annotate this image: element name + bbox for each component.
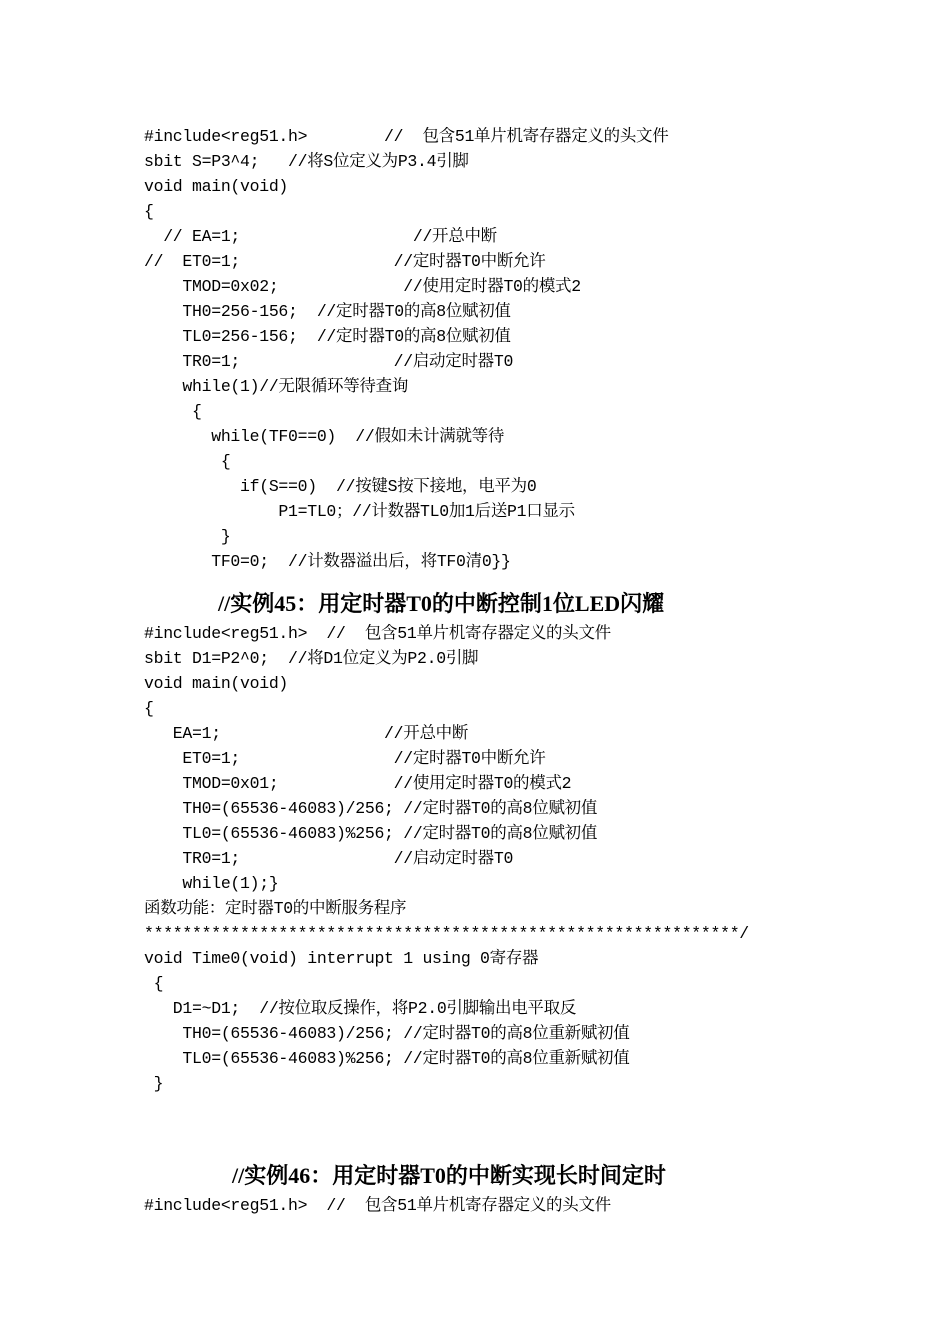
code-line: ET0=1; //定时器T0中断允许 xyxy=(144,749,546,768)
code-line: void Time0(void) interrupt 1 using 0寄存器 xyxy=(144,949,539,968)
code-line: TL0=(65536-46083)%256; //定时器T0的高8位重新赋初值 xyxy=(144,1049,630,1068)
section-heading: //实例46：用定时器T0的中断实现长时间定时 xyxy=(232,1163,666,1188)
code-line: // EA=1; //开总中断 xyxy=(144,227,497,246)
code-line: D1=~D1; //按位取反操作，将P2.0引脚输出电平取反 xyxy=(144,999,577,1018)
code-line: #include<reg51.h> // 包含51单片机寄存器定义的头文件 xyxy=(144,624,611,643)
code-line: { xyxy=(144,699,154,718)
code-line: } xyxy=(144,1074,164,1093)
code-line: TL0=(65536-46083)%256; //定时器T0的高8位赋初值 xyxy=(144,824,598,843)
code-line: TMOD=0x02; //使用定时器T0的模式2 xyxy=(144,277,581,296)
code-line: void main(void) xyxy=(144,674,289,693)
code-line: sbit S=P3^4; //将S位定义为P3.4引脚 xyxy=(144,152,469,171)
code-line: TR0=1; //启动定时器T0 xyxy=(144,352,514,371)
code-line: TH0=(65536-46083)/256; //定时器T0的高8位赋初值 xyxy=(144,799,598,818)
code-line: TH0=(65536-46083)/256; //定时器T0的高8位重新赋初值 xyxy=(144,1024,630,1043)
code-line: TMOD=0x01; //使用定时器T0的模式2 xyxy=(144,774,572,793)
section-heading: //实例45：用定时器T0的中断控制1位LED闪耀 xyxy=(218,591,665,616)
code-line: while(1);} xyxy=(144,874,279,893)
code-line: #include<reg51.h> // 包含51单片机寄存器定义的头文件 xyxy=(144,1196,611,1215)
code-line: // ET0=1; //定时器T0中断允许 xyxy=(144,252,546,271)
code-line: P1=TL0；//计数器TL0加1后送P1口显示 xyxy=(144,502,575,521)
code-line: EA=1; //开总中断 xyxy=(144,724,469,743)
code-line: TL0=256-156; //定时器T0的高8位赋初值 xyxy=(144,327,511,346)
code-line: 函数功能：定时器T0的中断服务程序 xyxy=(144,899,407,918)
code-line: TR0=1; //启动定时器T0 xyxy=(144,849,514,868)
code-line: while(1)//无限循环等待查询 xyxy=(144,377,409,396)
code-line: if(S==0) //按键S按下接地，电平为0 xyxy=(144,477,537,496)
code-line: { xyxy=(144,402,202,421)
code-line: void main(void) xyxy=(144,177,289,196)
code-line: TF0=0; //计数器溢出后，将TF0清0}} xyxy=(144,552,511,571)
code-line: TH0=256-156; //定时器T0的高8位赋初值 xyxy=(144,302,511,321)
code-line: while(TF0==0) //假如未计满就等待 xyxy=(144,427,505,446)
code-line: { xyxy=(144,202,154,221)
code-line: { xyxy=(144,452,231,471)
code-line: #include<reg51.h> // 包含51单片机寄存器定义的头文件 xyxy=(144,127,669,146)
code-line: sbit D1=P2^0; //将D1位定义为P2.0引脚 xyxy=(144,649,479,668)
code-line: } xyxy=(144,527,231,546)
code-line: { xyxy=(144,974,164,993)
separator-line: **************************************************************/ xyxy=(144,924,749,943)
